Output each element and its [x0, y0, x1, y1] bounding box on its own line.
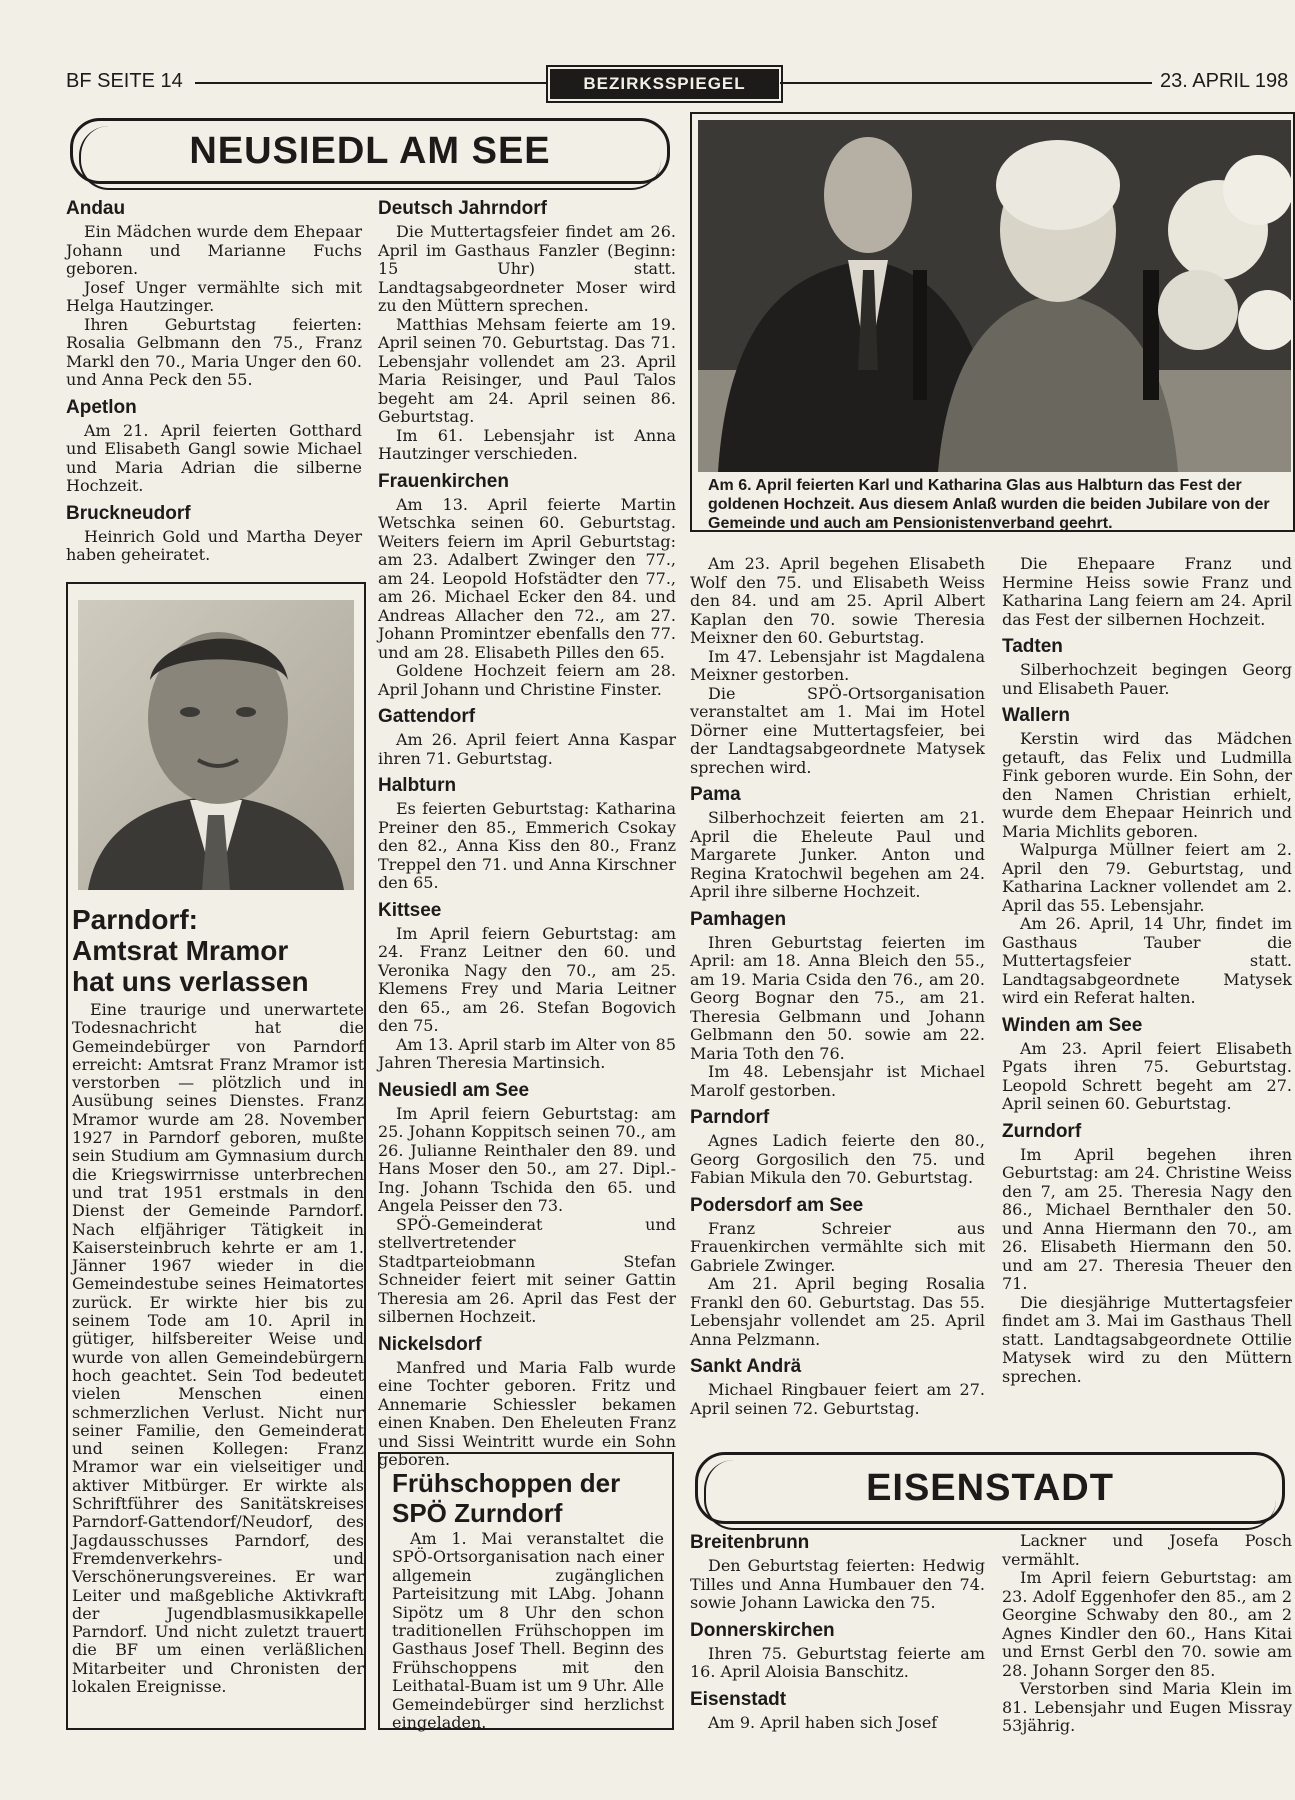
fruehschoppen-box [378, 1452, 674, 1733]
paragraph: Am 13. April starb im Alter von 85 Jahren Theresia Martinsich. [378, 1034, 676, 1072]
section-badge: BEZIRKSSPIEGEL [550, 69, 779, 99]
page-number: BF SEITE 14 [66, 70, 183, 92]
paragraph: Am 26. April feiert Anna Kaspar ihren 71. Geburtstag. [378, 730, 676, 768]
fruehschoppen-headline-1: Frühschoppen der [392, 1468, 621, 1498]
section-heading: Donnerskirchen [690, 1619, 835, 1641]
section-heading: Wallern [1002, 705, 1070, 726]
paragraph: Michael Ringbauer feiert am 27. April seinen 72. Geburtstag. [690, 1380, 985, 1418]
section-heading: Nickelsdorf [378, 1333, 482, 1355]
paragraph: Ein Mädchen wurde dem Ehepaar Johann und Marianne Fuchs geboren. [66, 222, 362, 278]
region-banner-neusiedl: NEUSIEDL AM SEE [70, 118, 670, 184]
anniversary-photo [698, 120, 1291, 472]
section-heading: Breitenbrunn [690, 1532, 810, 1553]
paragraph: Ihren Geburtstag feierten: Rosalia Gelbmann den 75., Franz Markl den 70., Maria Unger den 60. und Anna Peck den 55. [66, 314, 362, 389]
issue-date: 23. APRIL 198 [1160, 70, 1289, 92]
paragraph: Ihren Geburtstag feierten im April: am 18. Anna Bleich den 55., am 19. Maria Csida den 76., am 20. Georg Bognar den 75., am 21. Theresia Gelbmann und Johann Gelbmann den 50. sowie am 22. Maria Toth den 76. [690, 932, 985, 1063]
obituary-headline-2: Amtsrat Mramor [72, 935, 289, 966]
section-heading: Zurndorf [1002, 1120, 1082, 1142]
paragraph: Ihren 75. Geburtstag feierte am 16. April Aloisia Banschitz. [690, 1643, 985, 1681]
paragraph: Lackner und Josefa Posch vermählt. [1002, 1531, 1292, 1569]
paragraph: Im 48. Lebensjahr ist Michael Marolf gestorben. [690, 1062, 985, 1100]
obituary-headline-1: Parndorf: [72, 904, 198, 935]
column-2 [378, 198, 676, 1470]
paragraph: Matthias Mehsam feierte am 19. April seinen 70. Geburtstag. Das 71. Lebensjahr vollendet am 23. April Maria Reisinger, und Paul Talos begeht am 24. April seinen 86. Geburtstag. [378, 314, 676, 426]
section-heading: Pamhagen [690, 908, 787, 930]
paragraph: Im April feiern Geburtstag: am 24. Franz Leitner den 60. und Veronika Nagy den 70., am 25. Klemens Frey und Maria Leitner den 65., am 26. Stefan Bogovich den 75. [378, 923, 676, 1035]
fruehschoppen-body: Am 1. Mai veranstaltet die SPÖ-Ortsorganisation nach einer allgemein zugänglichen Parteisitzung mit LAbg. Johann Sipötz um 8 Uhr den schon traditionellen Frühschoppen im Gasthaus Josef Thell. Beginn des Frühschoppens mit den Leithatal-Buam ist um 9 Uhr. Alle Gemeindebürger sind herzlichst eingeladen. [392, 1529, 664, 1733]
region-banner-eisenstadt: EISENSTADT [695, 1452, 1285, 1524]
column-1 [66, 198, 362, 565]
paragraph: Silberhochzeit begingen Georg und Elisabeth Pauer. [1002, 660, 1292, 698]
header-rule-right [780, 82, 1152, 84]
paragraph: Die Muttertagsfeier findet am 26. April im Gasthaus Fanzler (Beginn: 15 Uhr) statt. Landtagsabgeordneter Moser wird zu den Müttern sprechen. [378, 222, 676, 315]
section-heading: Neusiedl am See [378, 1079, 530, 1101]
paragraph: Manfred und Maria Falb wurde eine Tochter geboren. Fritz und Annemarie Schiessler bekamen einen Knaben. Den Eheleuten Franz und Sissi Weintritt wurde ein Sohn geboren. [378, 1357, 676, 1469]
fruehschoppen-headline-2: SPÖ Zurndorf [392, 1498, 563, 1528]
section-heading: Parndorf [690, 1107, 770, 1128]
paragraph: Walpurga Müllner feiert am 2. April den 79. Geburtstag, und Katharina Lackner vollendet am 2. April das 55. Lebensjahr. [1002, 840, 1292, 915]
section-heading: Gattendorf [378, 706, 476, 727]
section-heading: Winden am See [1002, 1014, 1143, 1036]
paragraph: Josef Unger vermählte sich mit Helga Hautzinger. [66, 277, 362, 315]
section-heading: Pama [690, 784, 741, 805]
photo-caption: Am 6. April feierten Karl und Katharina Glas aus Halbturn das Fest der goldenen Hochzeit. Aus diesem Anlaß wurden die beiden Jubilare von der Gemeinde und auch am Pensionistenverband geehrt. [708, 477, 1270, 532]
paragraph: Am 9. April haben sich Josef [708, 1712, 938, 1732]
paragraph: Am 21. April feierten Gotthard und Elisabeth Gangl sowie Michael und Maria Adrian die silberne Hochzeit. [66, 420, 362, 495]
paragraph: Es feierten Geburtstag: Katharina Preiner den 85., Emmerich Csokay den 82., Anna Kiss den 80., Franz Treppel den 71. und Anna Kirschner den 65. [378, 799, 676, 892]
portrait-illustration [78, 600, 354, 890]
paragraph: Die SPÖ-Ortsorganisation veranstaltet am 1. Mai im Hotel Dörner eine Muttertagsfeier, bei der Landtagsabgeordnete Matysek sprechen wird. [690, 683, 985, 777]
paragraph: Im 47. Lebensjahr ist Magdalena Meixner gestorben. [690, 646, 985, 684]
section-heading: Eisenstadt [690, 1688, 787, 1710]
section-heading: Halbturn [378, 775, 457, 796]
section-heading: Deutsch Jahrndorf [378, 198, 547, 219]
paragraph: Am 13. April feierte Martin Wetschka seinen 60. Geburtstag. Weiters feiern im April Geburtstag: am 23. Adalbert Zwinger den 77., am 24. Leopold Hofstädter den 77., am 26. Michael Ecker den 84. und Andreas Allacher den 72., am 27. Johann Promintzer ebenfalls den 77. und am 28. Elisabeth Pilles den 65. [378, 494, 676, 662]
news-photo-box [690, 112, 1295, 532]
paragraph: Am 23. April begehen Elisabeth Wolf den 75. und Elisabeth Weiss den 84. und am 25. April Albert Kaplan den 70. sowie Theresia Meixner den 60. Geburtstag. [690, 554, 985, 647]
section-heading: Podersdorf am See [690, 1194, 864, 1216]
paragraph: Verstorben sind Maria Klein im 81. Lebensjahr und Eugen Missray 53jährig. [1002, 1679, 1292, 1735]
paragraph: Franz Schreier aus Frauenkirchen vermählte sich mit Gabriele Zwinger. [690, 1218, 985, 1275]
section-heading: Sankt Andrä [690, 1356, 802, 1377]
paragraph: Im April feiern Geburtstag: am 25. Johann Koppitsch seinen 70., am 26. Julianne Reinthaler den 89. und Hans Moser den 50., am 27. Dipl.-Ing. Johann Tschida den 65. und Angela Peisser den 73. [378, 1103, 676, 1215]
column-5 [690, 1532, 985, 1732]
anniversary-illustration [698, 120, 1291, 472]
obituary-body: Eine traurige und unerwartete Todesnachricht hat die Gemeindebürger von Parndorf erreicht: Amtsrat Franz Mramor ist verstorben — plötzlich und in Ausübung seines Dienstes. Franz Mramor wurde am 28. November 1927 in Parndorf geboren, mußte sein Studium am Gymnasium durch die Kriegswirrnisse unterbrechen und trat 1951 erstmals in den Dienst der Gemeinde Parndorf. Nach elfjähriger Tätigkeit in Kaisersteinbruch kehrte er am 1. Jänner 1967 wieder in die Gemeindestube seines Heimatortes zurück. Er wirkte hier bis zu seinem Tode am 10. April in gütiger, hilfsbereiter Weise und wurde von allen Gemeindebürgern hoch geachtet. Sein Tod bedeutet vielen Menschen einen schmerzlichen Verlust. Nicht nur seiner Familie, den Gemeinderat und seinen Kollegen: Franz Mramor war ein vielseitiger und aktiver Mitbürger. Er wirkte als Schriftführer des Sanitätskreises Parndorf-Gattendorf/Neudorf, des Jagdausschusses Parndorf, des Fremdenverkehrs- und Verschönerungsvereines. Er war Leiter und maßgebliche Aktivkraft der Jugendblasmusikkapelle Parndorf. Und nicht zuletzt trauert die BF um einen verläßlichen Mitarbeiter und Chronisten der lokalen Ereignisse. [72, 1000, 364, 1696]
section-heading: Andau [66, 198, 126, 219]
paragraph: SPÖ-Gemeinderat und stellvertretender Stadtparteiobmann Stefan Schneider feiert mit seiner Gattin Theresia am 26. April das Fest der silbernen Hochzeit. [378, 1214, 676, 1326]
paragraph: Kerstin wird das Mädchen getauft, das Felix und Ludmilla Fink geboren wurde. Ein Sohn, der den Namen Christian erhielt, wurde dem Ehepaar Heinrich und Maria Michlits geboren. [1002, 729, 1292, 841]
section-heading: Kittsee [378, 899, 442, 921]
section-heading: Tadten [1002, 636, 1063, 657]
paragraph: Goldene Hochzeit feiern am 28. April Johann und Christine Finster. [378, 661, 676, 699]
paragraph: Am 26. April, 14 Uhr, findet im Gasthaus Tauber die Muttertagsfeier statt. Landtagsabgeordnete Matysek wird ein Referat halten. [1002, 914, 1292, 1007]
paragraph: Im April feiern Geburtstag: am 23. Adolf Eggenhofer den 85., am 2 Georgine Schwaby den 80., am 2 Agnes Kindler den 60., Hans Kitai und Ernst Gerbl den 70. sowie am 28. Johann Sorger den 85. [1002, 1568, 1292, 1680]
paragraph: Heinrich Gold und Martha Deyer haben geheiratet. [66, 526, 362, 564]
paragraph: Im 61. Lebensjahr ist Anna Hautzinger verschieden. [378, 425, 676, 463]
header-rule-left [195, 82, 547, 84]
paragraph: Die diesjährige Muttertagsfeier findet am 3. Mai im Gasthaus Thell statt. Landtagsabgeordnete Ottilie Matysek wird zu den Müttern sprechen. [1002, 1292, 1292, 1386]
portrait-photo [78, 600, 354, 890]
section-heading: Frauenkirchen [378, 470, 509, 492]
section-heading: Bruckneudorf [66, 502, 191, 524]
section-heading: Apetlon [66, 396, 137, 418]
paragraph: Im April begehen ihren Geburtstag: am 24. Christine Weiss den 7, am 25. Theresia Nagy den 86., Michael Bernthaler den 50. und Anna Hiermann den 70., am 26. Elisabeth Hiermann den 50. und am 27. Theresia Theuer den 71. [1002, 1144, 1292, 1293]
paragraph: Am 21. April beging Rosalia Frankl den 60. Geburtstag. Das 55. Lebensjahr vollendet am 25. April Anna Pelzmann. [690, 1274, 985, 1349]
paragraph: Silberhochzeit feierten am 21. April die Eheleute Paul und Margarete Junker. Anton und Regina Kratochwil begehen am 24. April ihre silberne Hochzeit. [690, 808, 985, 901]
obituary-headline-3: hat uns verlassen [72, 966, 309, 997]
obituary-box [66, 582, 366, 1730]
column-3 [690, 555, 985, 1418]
paragraph: Den Geburtstag feierten: Hedwig Tilles und Anna Humbauer den 74. sowie Johann Lawicka den 75. [690, 1556, 985, 1612]
paragraph: Agnes Ladich feierte den 80., Georg Gorgosilich den 75. und Fabian Mikula den 70. Geburtstag. [690, 1131, 985, 1187]
column-4 [1002, 555, 1292, 1386]
column-6 [1002, 1532, 1292, 1736]
paragraph: Am 23. April feiert Elisabeth Pgats ihren 75. Geburtstag. Leopold Schrett begeht am 27. April seinen 60. Geburtstag. [1002, 1038, 1292, 1113]
paragraph: Die Ehepaare Franz und Hermine Heiss sowie Franz und Katharina Lang feiern am 24. April das Fest der silbernen Hochzeit. [1002, 554, 1292, 629]
